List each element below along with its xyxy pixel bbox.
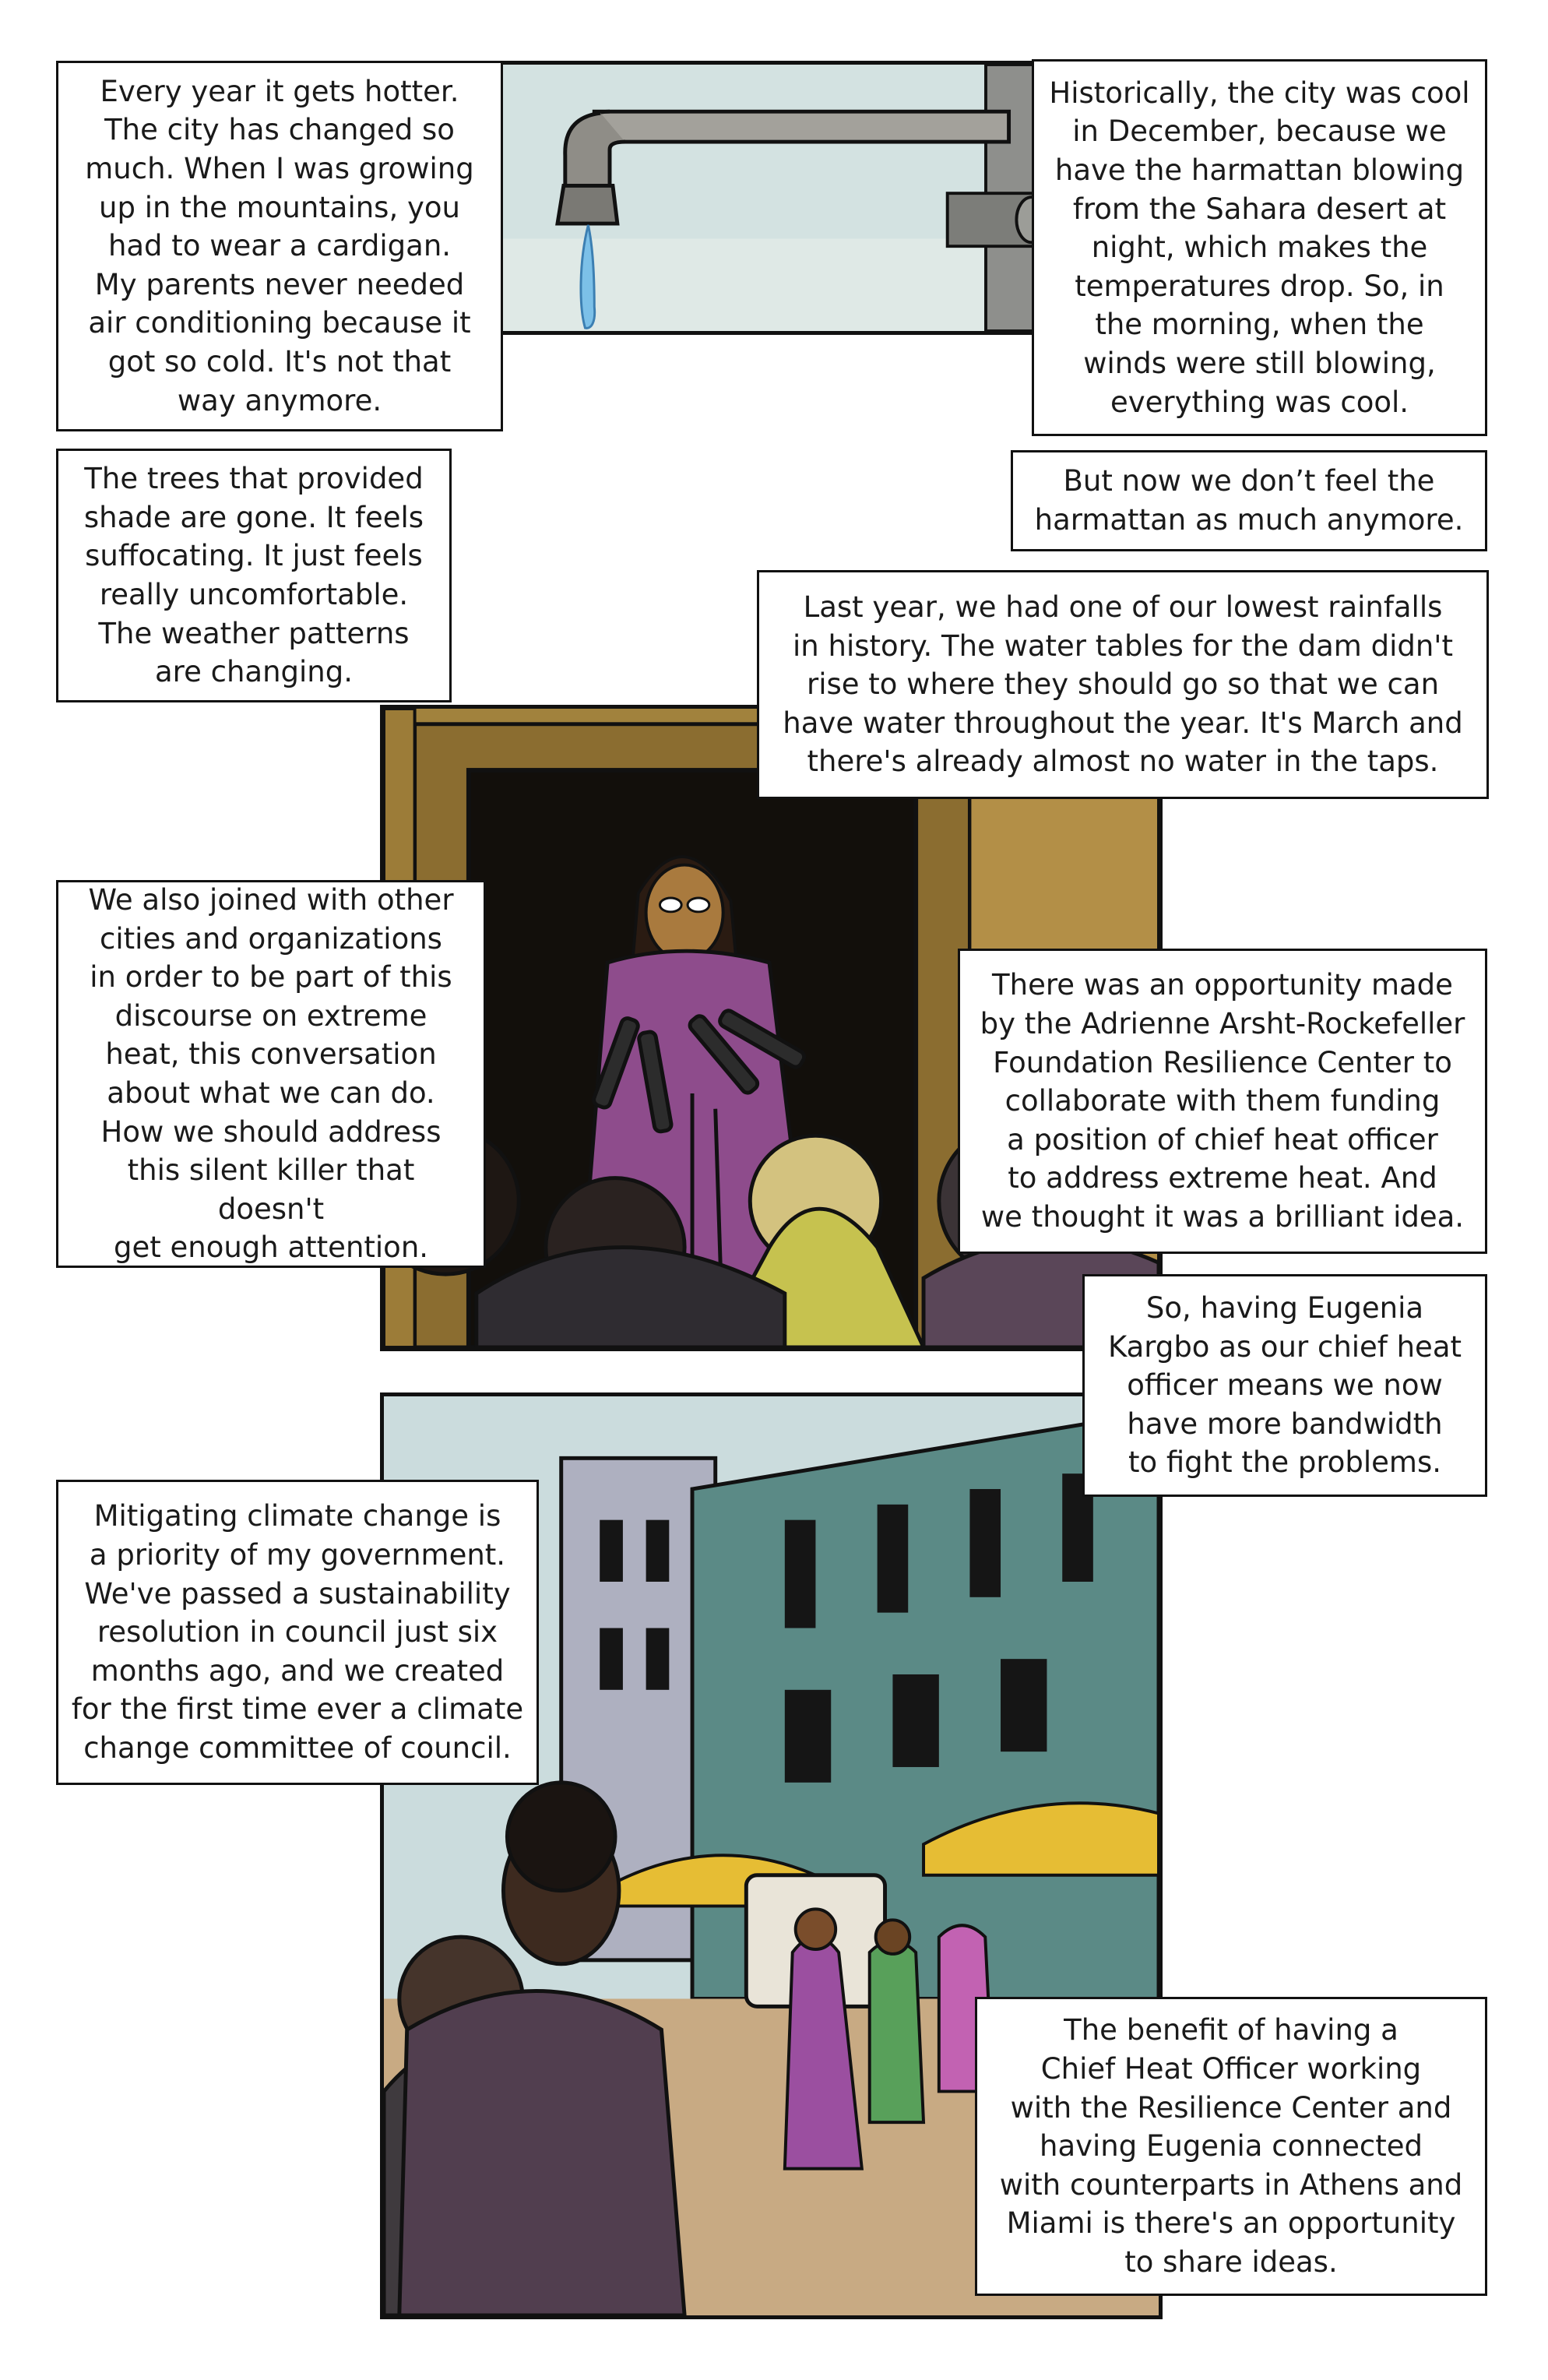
caption-harmattan-history xyxy=(1032,59,1487,436)
caption-benefit-chief-heat-officer xyxy=(975,1997,1487,2296)
caption-eugenia-kargbo xyxy=(1082,1274,1487,1497)
caption-trees-gone-text: The trees that provided shade are gone. It feels suffocating. It just feels really uncomfortable. The weather patterns are changing. xyxy=(83,462,424,689)
caption-hotter-every-year-text: Every year it gets hotter. The city has changed so much. When I was growing up in the mountains, you had to wear a cardigan. My parents never needed air conditioning because it got so cold. It's not that way anymore. xyxy=(85,74,474,417)
caption-low-rainfall-text: Last year, we had one of our lowest rainfalls in history. The water tables for the dam didn't rise to where they should go so that we can have water throughout the year. It's March and there's already almost no water in the taps. xyxy=(783,590,1463,779)
dripping-faucet-icon xyxy=(502,65,1040,331)
caption-harmattan-history-text: Historically, the city was cool in December, because we have the harmattan blowing from the Sahara desert at night, which makes the temperatures drop. So, in the morning, when the winds were still blowing, everything was cool. xyxy=(1049,76,1470,419)
caption-joined-cities xyxy=(56,880,486,1268)
caption-eugenia-kargbo-text: So, having Eugenia Kargbo as our chief heat officer means we now have more bandwidth to fight the problems. xyxy=(1107,1291,1462,1480)
caption-hotter-every-year xyxy=(56,61,503,431)
caption-mitigating-climate xyxy=(56,1480,539,1785)
panel-faucet xyxy=(498,61,1043,335)
caption-joined-cities-text: We also joined with other cities and organizations in order to be part of this discourse on extreme heat, this conversation about what we can do. How we should address this silent killer that doesn't get enough attention. xyxy=(88,883,454,1265)
caption-low-rainfall xyxy=(757,570,1489,799)
caption-trees-gone xyxy=(56,449,452,702)
caption-harmattan-now xyxy=(1011,450,1487,551)
caption-mitigating-climate-text: Mitigating climate change is a priority of my government. We've passed a sustainability resolution in council just six months ago, and we created for the first time ever a climate change committee of council. xyxy=(71,1499,524,1765)
caption-harmattan-now-text: But now we don’t feel the harmattan as much anymore. xyxy=(1034,464,1464,537)
caption-benefit-text: The benefit of having a Chief Heat Officer working with the Resilience Center and having Eugenia connected with counterparts in Athens and Miami is there's an opportunity to share ideas. xyxy=(999,2013,1463,2279)
caption-opportunity-text: There was an opportunity made by the Adrienne Arsht-Rockefeller Foundation Resilience Center to collaborate with them funding a position of chief heat officer to address extreme heat. And we thought it was a brilliant idea. xyxy=(980,968,1465,1234)
caption-opportunity xyxy=(958,949,1487,1254)
